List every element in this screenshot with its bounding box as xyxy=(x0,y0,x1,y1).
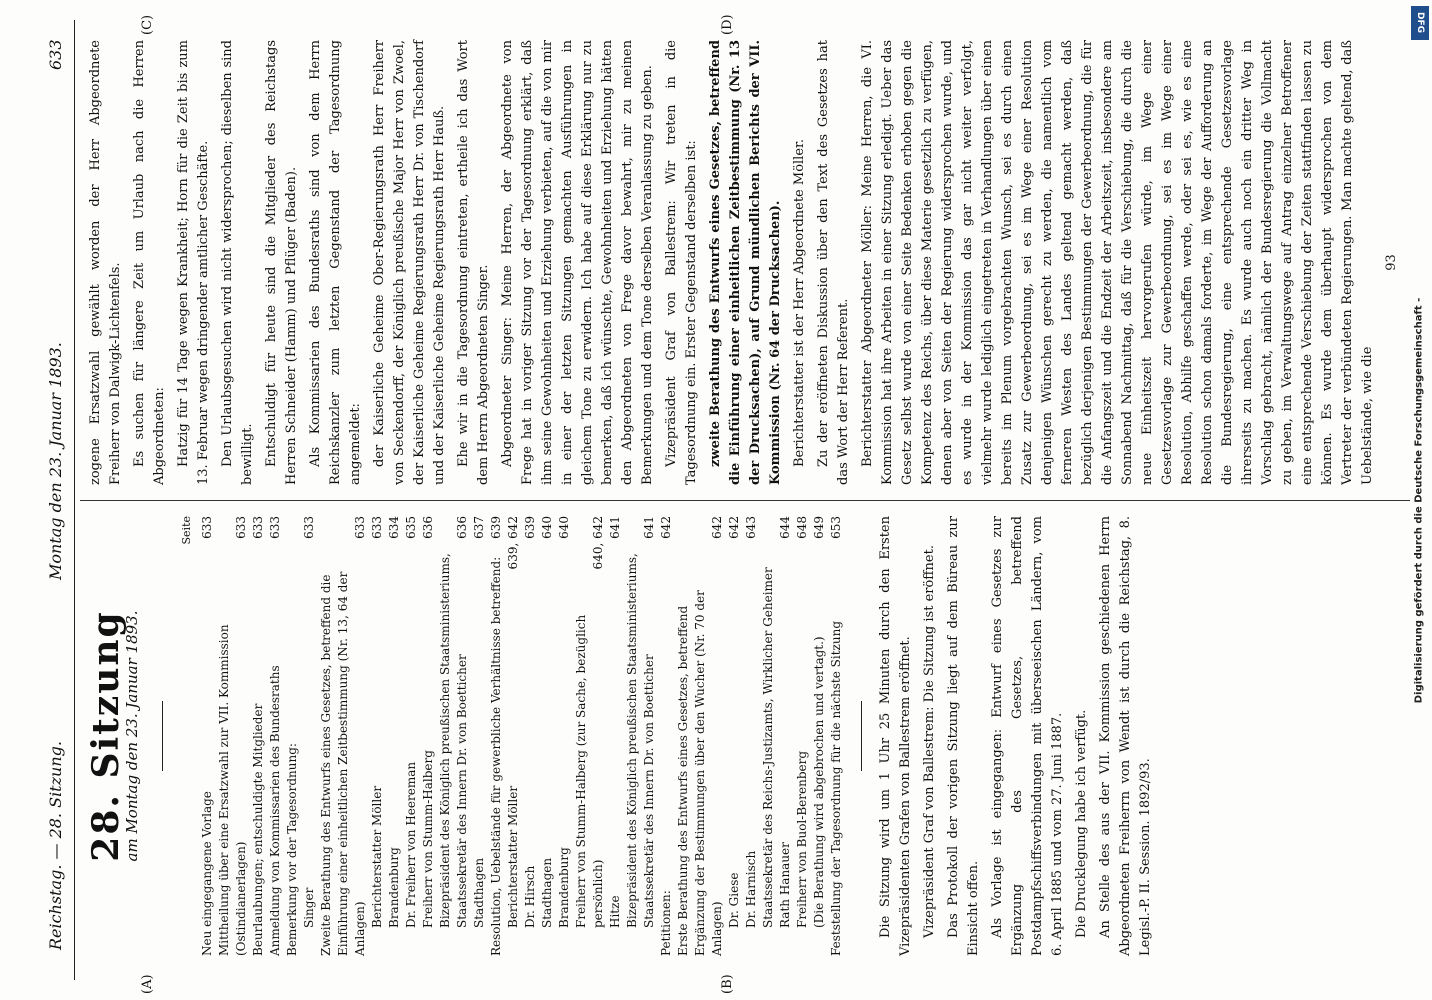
margin-marker-a: (A) xyxy=(140,974,155,994)
toc-entry xyxy=(573,516,607,956)
toc-entry-text: Bizepräsident des Königlich preußischen Staatsministeriums, Staatssekretär des Innern Dr. von Boetticher xyxy=(625,553,656,928)
toc-entry xyxy=(471,516,488,956)
toc-entry-text: Petitionen: xyxy=(659,890,673,956)
toc-entry-page: 640 xyxy=(557,516,571,539)
toc-entry-text: Erste Berathung des Entwurfs eines Gesetzes, betreffend Ergänzung der Bestimmungen über den Wucher (Nr. 70 der Anlagen) xyxy=(676,590,724,956)
toc-entry-text: Dr. Giese xyxy=(727,872,741,928)
toc-entry-page: 633 xyxy=(200,516,214,539)
title-rule xyxy=(162,701,163,771)
toc-entry-text: Resolution, Uebelstände für gewerbliche Verhältnisse betreffend: xyxy=(489,556,503,956)
toc-entry-page: 642 xyxy=(710,516,724,539)
toc-entry-text: Stadthagen xyxy=(540,857,554,928)
paragraph: Hatzig für 14 Tage wegen Krankheit; Horn für die Zeit bis zum 13. Februar wegen dringender amtlicher Geschäfte. xyxy=(176,40,211,485)
toc-entry-page: 633 xyxy=(353,516,367,539)
toc-entry-text: Berichterstatter Möller xyxy=(506,785,520,928)
toc-entry-text: Dr. Freiherr von Heereman xyxy=(404,761,418,928)
toc-entry xyxy=(318,516,369,956)
paragraph: Den Urlaubsgesuchen wird nicht widersprochen; dieselben sind bewilligt. xyxy=(220,40,255,485)
toc-entry-page: 640, 642 xyxy=(591,516,605,570)
toc-entry-page: 633 xyxy=(370,516,384,539)
toc-entry-page: 642 xyxy=(727,516,741,539)
toc-entry-page: 633 xyxy=(268,516,282,539)
toc-entry-text: Hitze xyxy=(608,895,622,928)
toc-entry xyxy=(505,516,522,956)
toc-entry xyxy=(658,516,675,956)
page-number: 633 xyxy=(46,39,65,70)
toc-entry-page: 639, 642 xyxy=(506,516,520,570)
toc-entry-text: Zweite Berathung des Entwurfs eines Gesetzes, betreffend die Einführung einer einheitlichen Zeitbestimmung (Nr. 13, 64 der Anlagen) xyxy=(319,571,367,956)
paragraph: Vizepräsident Graf von Ballestrem: Wir treten in die Tagesordnung ein. Erster Gegenstand derselben ist: xyxy=(664,40,699,485)
paragraph: Die Drucklegung habe ich verfügt. xyxy=(1074,709,1089,938)
paragraph: Zu der eröffneten Diskussion über den Text des Gesetzes hat das Wort der Herr Referent. xyxy=(816,40,851,485)
toc-entry-page: 635 xyxy=(404,516,418,539)
toc-entry-page: 643 xyxy=(744,516,758,539)
toc-entry xyxy=(284,516,301,956)
toc-entry xyxy=(726,516,743,956)
toc-entry-text: Dr. Harnisch xyxy=(744,850,758,928)
toc-entry xyxy=(386,516,403,956)
toc-entry-page: 648 xyxy=(795,516,809,539)
toc-entry xyxy=(760,516,794,956)
toc-entry-text: Dr. Hirsch xyxy=(523,865,537,928)
paragraph: Vizepräsident Graf von Ballestrem: Die Sitzung ist eröffnet. xyxy=(922,545,937,938)
toc-entry-page: 636 xyxy=(421,516,435,539)
toc-entry-text: (Die Berathung wird abgebrochen und vertagt.) xyxy=(812,636,826,928)
toc-entry xyxy=(624,516,658,956)
credit-strip xyxy=(1408,0,1430,1000)
toc-entry-page: 649 xyxy=(812,516,826,539)
digitization-credit: Digitalisierung gefördert durch die Deutsche Forschungsgemeinschaft - xyxy=(1413,297,1425,703)
paragraph: Abgeordneter Singer: Meine Herren, der Abgeordnete von Frege hat in voriger Sitzung vor der Tagesordnung erklärt, daß ihm seine Gewohnheiten und Erziehung verbieten, auf die von mir in einer der letzten Sitzungen gemachten Ausführungen in gleichem Tone zu erwidern. Ich habe auf diese Erklärung nur zu bemerken, daß ich wünschte, Gewohnheiten und Erziehung hätten den Abgeordneten von Frege davor bewahrt, mir zu meinen Bemerkungen und dem Tone derselben Veranlassung zu geben. xyxy=(500,40,655,485)
toc-entry xyxy=(675,516,726,956)
toc-entry xyxy=(556,516,573,956)
paragraph: Das Protokoll der vorigen Sitzung liegt auf dem Büreau zur Einsicht offen. xyxy=(946,516,981,956)
margin-marker-d: (D) xyxy=(720,14,735,35)
toc-entry xyxy=(539,516,556,956)
paragraph: zogene Ersatzwahl gewählt worden der Herr Abgeordnete Freiherr von Dalwigk-Lichtenfels. xyxy=(88,40,123,485)
toc-entry-page: 636 xyxy=(455,516,469,539)
toc-entry-text: Freiherr von Stumm-Halberg xyxy=(421,750,435,928)
header-rule xyxy=(74,20,75,980)
toc-entry-text: Berichterstatter Möller xyxy=(370,785,384,928)
toc-entry-page: 641 xyxy=(642,516,656,539)
toc-page-heading: Seite xyxy=(180,516,193,545)
toc-entry xyxy=(403,516,420,956)
toc-entry-page: 644 xyxy=(778,516,792,539)
toc-entry-page: 633 xyxy=(234,516,248,539)
dfg-logo: DFG xyxy=(1411,6,1429,40)
toc-entry-text: Stadthagen xyxy=(472,857,486,928)
table-of-contents xyxy=(199,516,845,956)
running-header xyxy=(40,0,74,1000)
toc-entry xyxy=(811,516,828,956)
toc-entry-page: 633 xyxy=(251,516,265,539)
toc-entry xyxy=(522,516,539,956)
toc-entry-page: 642 xyxy=(659,516,673,539)
toc-entry-page: 640 xyxy=(540,516,554,539)
paragraph: Als Kommissarien des Bundesraths sind von dem Herrn Reichskanzler zum letzten Gegenstand der Tagesordnung angemeldet: xyxy=(308,40,363,485)
toc-entry xyxy=(199,516,216,956)
paragraph: der Kaiserliche Geheime Ober-Regierungsrath Herr Freiherr von Seckendorff, der Königlich preußische Major Herr von Zwoel, der Kaiserliche Geheime Regierungsrath Herr Dr. von Tischendorf und der Kaiserliche Geheime Regierungsrath Herr Hauß. xyxy=(372,40,447,485)
paragraph: Die Sitzung wird um 1 Uhr 25 Minuten durch den Ersten Vizepräsidenten Grafen von Ballestrem eröffnet. xyxy=(878,516,913,956)
header-center: Montag den 23. Januar 1893. xyxy=(46,342,65,580)
toc-entry-text: Bizepräsident des Königlich preußischen Staatsministeriums, Staatssekretär des Innern Dr. von Boetticher xyxy=(438,553,469,928)
paragraph: An Stelle des aus der VII. Kommission geschiedenen Herrn Abgeordneten Freiherrn von Wendt ist durch die Reichstag, 8. Legisl.-P. II. Session. 1892/93. xyxy=(1098,516,1153,956)
header-left: Reichstag. — 28. Sitzung. xyxy=(46,741,65,950)
paragraph: Es suchen für längere Zeit um Urlaub nach die Herren Abgeordneten: xyxy=(132,40,167,485)
paragraph: Entschuldigt für heute sind die Mitglieder des Reichstags Herren Schneider (Hamm) und Pflüger (Baden). xyxy=(264,40,299,485)
toc-entry xyxy=(420,516,437,956)
toc-entry xyxy=(267,516,284,956)
toc-entry xyxy=(437,516,471,956)
session-date: am Montag den 23. Januar 1893. xyxy=(123,610,141,862)
toc-entry xyxy=(301,516,318,956)
toc-entry-page: 637 xyxy=(472,516,486,539)
toc-entry-text: Brandenburg xyxy=(557,847,571,928)
session-title: 28. Sitzung xyxy=(85,610,127,862)
toc-entry-text: Mittheilung über eine Ersatzwahl zur VII. Kommission (Ostindianerlagen) xyxy=(217,624,248,956)
toc-entry-text: Anmeldung von Kommissarien des Bundesraths xyxy=(268,665,282,956)
toc-entry-text: Bemerkung vor der Tagesordnung: xyxy=(285,743,299,956)
toc-entry-page: 634 xyxy=(387,516,401,539)
column-divider xyxy=(80,500,1410,501)
toc-entry xyxy=(216,516,250,956)
toc-entry-page: 639 xyxy=(489,516,503,539)
toc-entry-page: 633 xyxy=(302,516,316,539)
toc-entry-text: Beurlaubungen; entschuldigte Mitglieder xyxy=(251,703,265,956)
toc-entry xyxy=(488,516,505,956)
margin-marker-b: (B) xyxy=(720,974,735,994)
toc-entry-page: 639 xyxy=(523,516,537,539)
toc-entry-text: Neu eingegangene Vorlage xyxy=(200,791,214,956)
agenda-item: zweite Berathung des Entwurfs eines Gesetzes, betreffend die Einführung einer einheitlichen Zeitbestimmung (Nr. 13 der Drucksachen), auf Grund mündlichen Berichts der VII. Kommission (Nr. 64 der Drucksachen). xyxy=(708,40,783,485)
toc-entry-page: 641 xyxy=(608,516,622,539)
toc-entry xyxy=(828,516,845,956)
margin-marker-c: (C) xyxy=(140,14,155,35)
left-column xyxy=(82,516,1160,956)
toc-entry-text: Feststellung der Tagesordnung für die nächste Sitzung xyxy=(829,620,843,956)
toc-entry-text: Freiherr von Buol-Berenberg xyxy=(795,750,809,928)
toc-entry xyxy=(369,516,386,956)
folio-number: 93 xyxy=(1384,254,1399,271)
toc-entry xyxy=(250,516,267,956)
toc-entry xyxy=(794,516,811,956)
toc-entry-text: Singer xyxy=(302,887,316,928)
paragraph: Ehe wir in die Tagesordnung eintreten, ertheile ich das Wort dem Herrn Abgeordneten Singer. xyxy=(456,40,491,485)
paragraph: Berichterstatter ist der Herr Abgeordnete Möller. xyxy=(792,139,807,467)
toc-entry-page: 653 xyxy=(829,516,843,539)
toc-entry-text: Staatssekretär des Reichs-Justizamts, Wirklicher Geheimer Rath Hanauer xyxy=(761,567,792,928)
toc-end-rule xyxy=(861,701,862,771)
toc-entry xyxy=(743,516,760,956)
right-column xyxy=(86,40,1402,485)
toc-entry-text: Brandenburg xyxy=(387,847,401,928)
toc-entry-text: Freiherr von Stumm-Halberg (zur Sache, bezüglich persönlich) xyxy=(574,614,605,928)
toc-entry xyxy=(607,516,624,956)
paragraph: Als Vorlage ist eingegangen: Entwurf eines Gesetzes zur Ergänzung des Gesetzes, betreffend Postdampfschiffsverbindungen mit überseeischen Ländern, vom 6. April 1885 und vom 27. Juni 1887. xyxy=(990,516,1065,956)
paragraph: Berichterstatter Abgeordneter Möller: Meine Herren, die VI. Kommission hat ihre Arbeiten in einer Sitzung erledigt. Ueber das Gesetz selbst wurde von einer Seite Bedenken erhoben gegen die Kompetenz des Reichs, über diese Materie gesetzlich zu verfügen, denen aber von Seiten der Regierung widersprochen wurde, und es wurde in der Kommission das gar nicht weiter verfolgt, vielmehr wurde lediglich eingetreten in Verhandlungen über einen bereits im Plenum vorgebrachten Wunsch, sei es durch einen Zusatz zur Gewerbeordnung, sei es im Wege einer Resolution denjenigen Wünschen gerecht zu werden, die namentlich vom ferneren Westen des Landes geltend gemacht werden, daß bezüglich derjenigen Bestimmungen der Gewerbeordnung, die für die Anfangszeit und die Endzeit der Arbeitszeit, insbesondere am Sonnabend Nachmittag, daß für die Verschiebung, die durch die neue Einheitszeit hervorgerufen würde, im Wege einer Gesetzesvorlage zur Gewerbeordnung, sei es im Wege einer Resolution, Abhilfe geschaffen werde, oder sei es, wie es eine Resolution schon damals forderte, im Wege der Aufforderung an die Bundesregierung, eine entsprechende Gesetzesvorlage ihrerseits zu machen. Es wurde auch noch ein dritter Weg in Vorschlag gebracht, nämlich der Bundesregierung die Vollmacht zu geben, im Verwaltungswege auf Antrag einzelner Betroffener eine entsprechende Verschiebung der Zeiten stattfinden lassen zu können. Es wurde dem überhaupt widersprochen von dem Vertreter der verbündeten Regierungen. Man machte geltend, daß Uebelstände, wie die xyxy=(860,40,1375,485)
